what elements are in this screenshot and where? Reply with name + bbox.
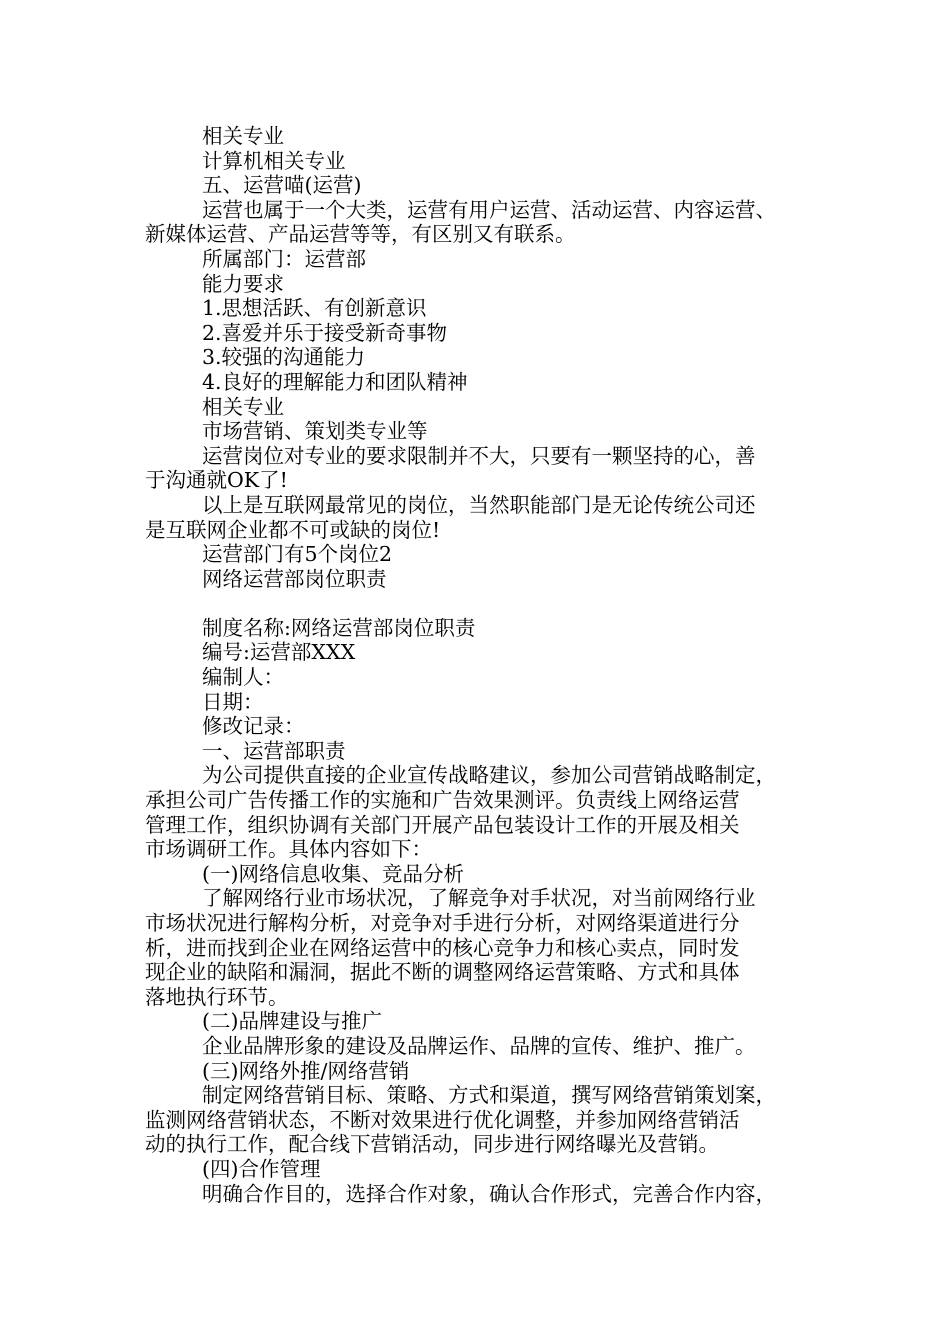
blank-line	[145, 591, 815, 616]
text-line: 是互联网企业都不可或缺的岗位!	[145, 517, 441, 542]
text-line: 1.思想活跃、有创新意识	[202, 296, 427, 321]
text-line: 制定网络营销目标、策略、方式和渠道，撰写网络营销策划案，	[202, 1083, 776, 1108]
text-line: 4.良好的理解能力和团队精神	[202, 369, 468, 394]
text-line: (四)合作管理	[202, 1156, 321, 1181]
text-line: 析，进而找到企业在网络运营中的核心竞争力和核心卖点，同时发	[145, 935, 740, 960]
text-line: 修改记录：	[202, 714, 305, 739]
text-line: 落地执行环节。	[145, 984, 289, 1009]
document-body	[145, 124, 815, 1206]
text-line: 明确合作目的，选择合作对象，确认合作形式，完善合作内容，	[202, 1181, 776, 1206]
text-line: 2.喜爱并乐于接受新奇事物	[202, 320, 448, 345]
text-line: 能力要求	[202, 271, 284, 296]
text-line: 新媒体运营、产品运营等等，有区别又有联系。	[145, 222, 576, 247]
text-line: (一)网络信息收集、竞品分析	[202, 861, 464, 886]
text-line: 市场营销、策划类专业等	[202, 419, 428, 444]
text-line: 编制人：	[202, 665, 284, 690]
text-line: 相关专业	[202, 394, 284, 419]
text-line: 市场状况进行解构分析，对竞争对手进行分析，对网络渠道进行分	[145, 911, 740, 935]
text-line: 五、运营喵(运营)	[202, 173, 362, 198]
text-line: 运营岗位对专业的要求限制并不大，只要有一颗坚持的心，善	[202, 443, 756, 468]
text-line: 计算机相关专业	[202, 148, 346, 173]
text-line: 了解网络行业市场状况，了解竞争对手状况，对当前网络行业	[202, 886, 756, 911]
text-line: 监测网络营销状态，不断对效果进行优化调整，并参加网络营销活	[145, 1107, 740, 1132]
text-line: 相关专业	[202, 124, 284, 148]
text-line: 网络运营部岗位职责	[202, 566, 387, 591]
text-line: 制度名称:网络运营部岗位职责	[202, 615, 476, 640]
text-line: 3.较强的沟通能力	[202, 345, 366, 370]
text-line: 运营部门有5个岗位2	[202, 542, 393, 567]
text-line: 日期：	[202, 689, 264, 714]
text-line: 所属部门：运营部	[202, 246, 366, 271]
text-line: 运营也属于一个大类，运营有用户运营、活动运营、内容运营、	[202, 197, 776, 222]
text-line: (二)品牌建设与推广	[202, 1009, 382, 1034]
text-line: 管理工作，组织协调有关部门开展产品包装设计工作的开展及相关	[145, 812, 740, 837]
text-line: 市场调研工作。具体内容如下：	[145, 837, 432, 862]
text-line: 于沟通就OK了!	[145, 468, 288, 493]
text-line: 企业品牌形象的建设及品牌运作、品牌的宣传、维护、推广。	[202, 1033, 756, 1058]
text-line: 编号:运营部XXX	[202, 640, 356, 665]
text-line: 承担公司广告传播工作的实施和广告效果测评。负责线上网络运营	[145, 788, 740, 813]
text-line: 以上是互联网最常见的岗位，当然职能部门是无论传统公司还	[202, 492, 756, 517]
text-line: (三)网络外推/网络营销	[202, 1058, 410, 1083]
text-line: 现企业的缺陷和漏洞，据此不断的调整网络运营策略、方式和具体	[145, 960, 740, 985]
text-line: 动的执行工作，配合线下营销活动，同步进行网络曝光及营销。	[145, 1132, 719, 1157]
text-line: 为公司提供直接的企业宣传战略建议，参加公司营销战略制定，	[202, 763, 776, 788]
text-line: 一、运营部职责	[202, 738, 346, 763]
